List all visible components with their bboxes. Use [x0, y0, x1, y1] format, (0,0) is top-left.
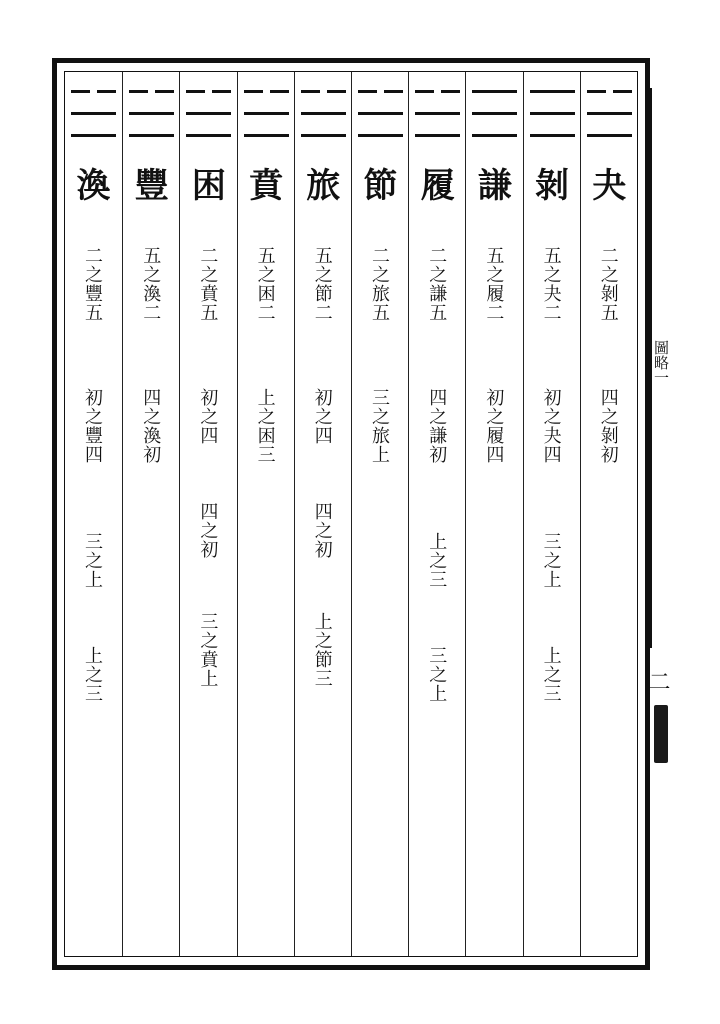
trigram-lines: [244, 82, 289, 150]
trigram-line: [71, 112, 116, 115]
line-relation-text: 二之豐五: [82, 246, 103, 322]
hexagram-column: [580, 72, 638, 956]
trigram-lines: [358, 82, 403, 150]
hexagram-name: 旅: [306, 166, 341, 206]
line-relation-text: 二之謙五: [426, 246, 448, 322]
hexagram-column: [122, 72, 180, 956]
line-relation-text: 初之四: [197, 388, 219, 445]
trigram-lines: [587, 82, 632, 150]
trigram-line: [358, 134, 403, 137]
line-relation-text: 初之履四: [483, 388, 505, 464]
trigram-line: [129, 90, 174, 93]
trigram-line: [244, 112, 289, 115]
page-frame: [52, 58, 650, 970]
trigram-line: [129, 134, 174, 137]
line-relation-text: 五之夬二: [540, 246, 562, 322]
trigram-lines: [530, 82, 575, 150]
line-relation-text: 上之三: [426, 532, 448, 589]
hexagram-name: 困: [191, 166, 226, 206]
line-relation-text: 上之三: [82, 646, 103, 703]
trigram-line: [129, 112, 174, 115]
trigram-line: [186, 90, 231, 93]
trigram-lines: [71, 82, 116, 150]
line-relation-text: 三之旅上: [369, 388, 390, 464]
hexagram-name: 豐: [134, 166, 169, 206]
trigram-lines: [186, 82, 231, 150]
line-relation-text: 三之上: [426, 646, 448, 703]
trigram-line: [415, 112, 460, 115]
trigram-line: [530, 90, 575, 93]
line-relation-text: 上之節三: [311, 612, 333, 688]
trigram-line: [358, 112, 403, 115]
line-relation-text: 二之賁五: [197, 246, 219, 322]
page-number: 二: [645, 670, 670, 692]
trigram-line: [587, 134, 632, 137]
trigram-lines: [301, 82, 346, 150]
trigram-line: [301, 134, 346, 137]
line-relation-text: 三之上: [540, 532, 562, 589]
line-relation-text: 五之困二: [254, 246, 276, 322]
line-relation-text: 初之夬四: [540, 388, 562, 464]
hexagram-name: 節: [363, 166, 398, 206]
trigram-line: [530, 134, 575, 137]
line-relation-text: 二之剝五: [597, 246, 619, 322]
trigram-lines: [472, 82, 517, 150]
line-relation-text: 四之初: [197, 502, 219, 559]
hexagram-name: 履: [420, 166, 455, 206]
trigram-lines: [129, 82, 174, 150]
trigram-line: [472, 90, 517, 93]
trigram-line: [587, 90, 632, 93]
line-relation-text: 五之節二: [311, 246, 333, 322]
hexagram-name: 夬: [592, 166, 627, 206]
trigram-line: [186, 112, 231, 115]
trigram-line: [244, 134, 289, 137]
hexagram-column: [523, 72, 581, 956]
line-relation-text: 上之三: [540, 646, 562, 703]
trigram-line: [472, 112, 517, 115]
trigram-line: [587, 112, 632, 115]
trigram-lines: [415, 82, 460, 150]
line-relation-text: 四之謙初: [426, 388, 448, 464]
line-relation-text: 三之上: [82, 532, 103, 589]
line-relation-text: 四之渙初: [140, 388, 162, 464]
trigram-line: [244, 90, 289, 93]
margin-label: 圖略一: [648, 322, 672, 402]
line-relation-text: 四之剝初: [597, 388, 619, 464]
inner-frame: [64, 71, 638, 957]
trigram-line: [301, 112, 346, 115]
trigram-line: [472, 134, 517, 137]
line-relation-text: 二之旅五: [369, 246, 390, 322]
ink-mark: [654, 705, 668, 763]
trigram-line: [71, 134, 116, 137]
line-relation-text: 五之渙二: [140, 246, 162, 322]
hexagram-name: 剝: [535, 166, 570, 206]
trigram-line: [358, 90, 403, 93]
hexagram-column: [179, 72, 237, 956]
line-relation-text: 五之履二: [483, 246, 505, 322]
trigram-line: [186, 134, 231, 137]
hexagram-name: 渙: [76, 166, 111, 206]
hexagram-column: [65, 72, 122, 956]
hexagram-column: [351, 72, 409, 956]
line-relation-text: 上之困三: [254, 388, 276, 464]
trigram-line: [71, 90, 116, 93]
hexagram-column: [408, 72, 466, 956]
hexagram-column: [465, 72, 523, 956]
trigram-line: [415, 134, 460, 137]
trigram-line: [301, 90, 346, 93]
hexagram-name: 賁: [249, 166, 284, 206]
hexagram-column: [237, 72, 295, 956]
hexagram-column: [294, 72, 352, 956]
trigram-line: [530, 112, 575, 115]
line-relation-text: 初之豐四: [82, 388, 103, 464]
line-relation-text: 三之賁上: [197, 612, 219, 688]
hexagram-name: 謙: [477, 166, 512, 206]
trigram-line: [415, 90, 460, 93]
line-relation-text: 初之四: [311, 388, 333, 445]
line-relation-text: 四之初: [311, 502, 333, 559]
